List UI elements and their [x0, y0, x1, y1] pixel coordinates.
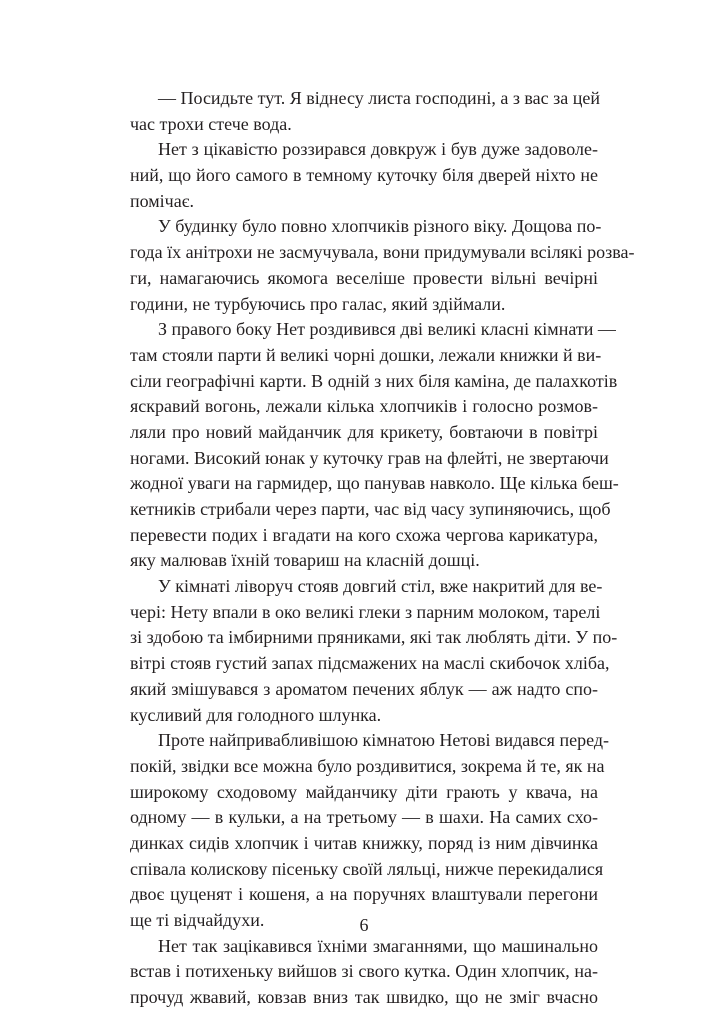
text-line: яскравий вогонь, лежали кілька хлопчиків і голосно розмов- — [130, 396, 598, 417]
text-line: Нет з цікавістю роззирався довкруж і був дуже задоволе- — [158, 139, 598, 160]
paragraph — [130, 317, 619, 574]
text-line: співала колискову пісеньку своїй ляльці, нижче перекидалися — [130, 858, 604, 879]
text-line: помічає. — [130, 190, 194, 211]
text-line: яку малював їхній товариш на класній дошці. — [130, 550, 480, 571]
text-line: Нет так зацікавився їхніми змаганнями, що машинально — [158, 935, 598, 956]
text-line: жодної уваги на гармидер, що панував навколо. Ще кілька беш- — [130, 473, 619, 494]
text-line: ще ті відчайдухи. — [130, 910, 265, 930]
text-line: вітрі стояв густий запах підсмажених на маслі скибочок хліба, — [130, 653, 610, 674]
text-line: встав і потихеньку вийшов зі свого кутка. Один хлопчик, на- — [130, 961, 598, 982]
text-line: — Посидьте тут. Я віднесу листа господині, а з вас за цей — [158, 88, 601, 108]
text-line: одному — в кульки, а на третьому — в шахи. На самих схо- — [130, 807, 598, 828]
text-line: кетників стрибали через парти, час від часу зупиняючись, щоб — [130, 499, 611, 519]
text-line: ногами. Високий юнак у куточку грав на флейті, не звертаючи — [130, 447, 609, 468]
text-line: перевести подих і вгадати на кого схожа чергова карикатура, — [130, 524, 598, 545]
paragraph — [130, 574, 618, 728]
text-line: У кімнаті ліворуч стояв довгий стіл, вже накритий для ве- — [158, 576, 603, 597]
text-line: двоє цуценят і кошеня, а на поручнях влаштували перегони — [130, 884, 598, 905]
paragraph — [130, 86, 601, 137]
text-line: прочуд жвавий, ковзав вниз так швидко, що не зміг вчасно — [130, 987, 598, 1008]
book-page-text — [130, 86, 635, 1008]
text-line: там стояли парти й великі чорні дошки, лежали книжки й ви- — [130, 344, 602, 365]
paragraph — [130, 137, 598, 214]
text-line: У будинку було повно хлопчиків різного віку. Дощова по- — [158, 216, 602, 237]
page-number: 6 — [359, 915, 369, 935]
text-line: широкому сходовому майданчику діти грають у квача, на — [130, 781, 598, 802]
text-line: ги, намагаючись якомога веселіше провести вільні вечірні — [130, 267, 598, 288]
text-line: сіли географічні карти. В одній з них біля каміна, де палахкотів — [130, 370, 618, 391]
text-line: ляли про новий майданчик для крикету, бовтаючи в повітрі — [130, 421, 598, 442]
text-line: чері: Нету впали в око великі глеки з парним молоком, тарелі — [130, 601, 601, 622]
text-line: года їх анітрохи не засмучувала, вони придумували всілякі розва- — [130, 242, 635, 263]
text-line: З правого боку Нет роздивився дві великі класні кімнати — — [158, 319, 616, 340]
text-line: який змішувався з ароматом печених яблук — аж надто спо- — [130, 678, 598, 699]
text-line: динках сидів хлопчик і читав книжку, поряд із ним дівчинка — [130, 832, 598, 853]
text-line: кусливий для голодного шлунка. — [130, 704, 382, 725]
paragraph — [130, 934, 598, 1011]
text-line: покій, звідки все можна було роздивитися, зокрема й те, як на — [130, 755, 605, 776]
paragraph — [130, 214, 635, 317]
text-line: зі здобою та імбирними пряниками, які так люблять діти. У по- — [130, 627, 618, 648]
text-line: години, не турбуючись про галас, який здіймали. — [130, 293, 506, 314]
text-line: Проте найпривабливішою кімнатою Нетові видався перед- — [158, 730, 609, 751]
text-line: час трохи стече вода. — [130, 113, 292, 134]
text-line: ний, що його самого в темному куточку біля дверей ніхто не — [130, 165, 598, 186]
paragraph — [130, 728, 609, 934]
